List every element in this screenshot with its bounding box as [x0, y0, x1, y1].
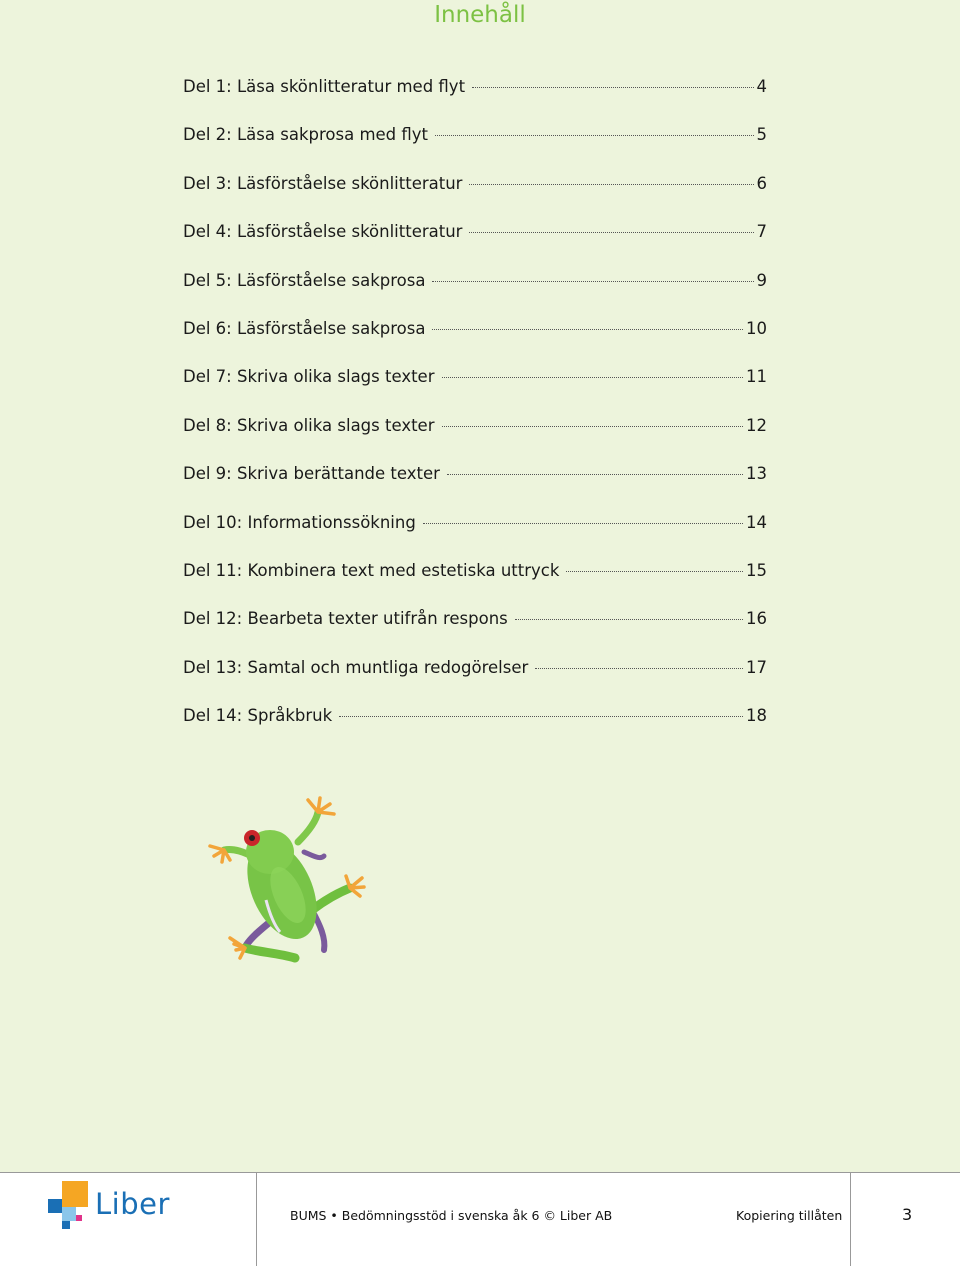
toc-dot-leader: [469, 232, 753, 233]
toc-entry-page: 15: [746, 560, 767, 580]
toc-dot-leader: [423, 523, 743, 524]
toc-entry[interactable]: [183, 314, 767, 362]
toc-entry[interactable]: [183, 459, 767, 507]
toc-entry-title: Del 2: Läsa sakprosa med flyt: [183, 125, 429, 145]
toc-dot-leader: [432, 329, 743, 330]
toc-entry-page: 14: [746, 512, 767, 532]
footer-credit: BUMS • Bedömningsstöd i svenska åk 6 © Liber AB: [290, 1208, 613, 1223]
toc-entry-page: 6: [756, 173, 767, 193]
toc-entry-title: Del 11: Kombinera text med estetiska uttryck: [183, 560, 560, 580]
toc-dot-leader: [432, 281, 753, 282]
toc-entry-page: 9: [756, 270, 767, 290]
toc-entry-title: Del 10: Informationssökning: [183, 512, 416, 532]
toc-entry-page: 10: [746, 318, 767, 338]
toc-entry-page: 13: [746, 464, 767, 484]
toc-entry-page: 16: [746, 609, 767, 629]
toc-entry-page: 18: [746, 706, 767, 726]
toc-entry[interactable]: [183, 169, 767, 217]
toc-entry[interactable]: [183, 217, 767, 265]
toc-entry-title: Del 7: Skriva olika slags texter: [183, 367, 435, 387]
toc-entry[interactable]: [183, 653, 767, 701]
toc-entry[interactable]: [183, 72, 767, 120]
toc-dot-leader: [435, 135, 753, 136]
toc-dot-leader: [535, 668, 743, 669]
toc-entry-page: 4: [756, 77, 767, 96]
toc-entry[interactable]: [183, 508, 767, 556]
toc-dot-leader: [472, 87, 753, 88]
toc-entry-page: 11: [746, 367, 767, 387]
toc-dot-leader: [566, 571, 743, 572]
toc-entry-title: Del 13: Samtal och muntliga redogörelser: [183, 657, 529, 677]
toc-entry-title: Del 3: Läsförståelse skönlitteratur: [183, 173, 463, 193]
tree-frog-icon: [200, 790, 380, 985]
toc-entry[interactable]: [183, 120, 767, 168]
toc-entry-title: Del 4: Läsförståelse skönlitteratur: [183, 222, 463, 242]
toc-entry-page: 7: [756, 222, 767, 242]
toc-entry-page: 12: [746, 415, 767, 435]
toc-entry-title: Del 1: Läsa skönlitteratur med flyt: [183, 77, 466, 96]
footer-divider-right: [850, 1173, 851, 1266]
page-title: Innehåll: [434, 2, 526, 28]
toc-entry-title: Del 14: Språkbruk: [183, 706, 333, 726]
toc-entry-title: Del 6: Läsförståelse sakprosa: [183, 318, 426, 338]
toc-entry-title: Del 9: Skriva berättande texter: [183, 464, 440, 484]
toc-dot-leader: [442, 377, 744, 378]
toc-entry[interactable]: [183, 556, 767, 604]
toc-entry-title: Del 8: Skriva olika slags texter: [183, 415, 435, 435]
liber-logo-icon: [48, 1181, 88, 1231]
toc-entry[interactable]: [183, 604, 767, 652]
liber-logo-text: Liber: [95, 1187, 170, 1221]
toc-entry-title: Del 5: Läsförståelse sakprosa: [183, 270, 426, 290]
toc-entry[interactable]: [183, 411, 767, 459]
toc-entry[interactable]: [183, 701, 767, 749]
page-footer: [0, 1172, 960, 1266]
toc-entry[interactable]: [183, 266, 767, 314]
toc-entry[interactable]: [183, 362, 767, 410]
toc-dot-leader: [469, 184, 753, 185]
toc-entry-title: Del 12: Bearbeta texter utifrån respons: [183, 609, 508, 629]
footer-copy-note: Kopiering tillåten: [736, 1208, 843, 1223]
page-number: 3: [902, 1205, 913, 1224]
toc-dot-leader: [339, 716, 743, 717]
toc-entry-page: 17: [746, 657, 767, 677]
table-of-contents: [183, 72, 767, 749]
toc-dot-leader: [515, 619, 743, 620]
footer-divider-left: [256, 1173, 257, 1266]
toc-entry-page: 5: [756, 125, 767, 145]
toc-dot-leader: [447, 474, 743, 475]
toc-dot-leader: [442, 426, 744, 427]
